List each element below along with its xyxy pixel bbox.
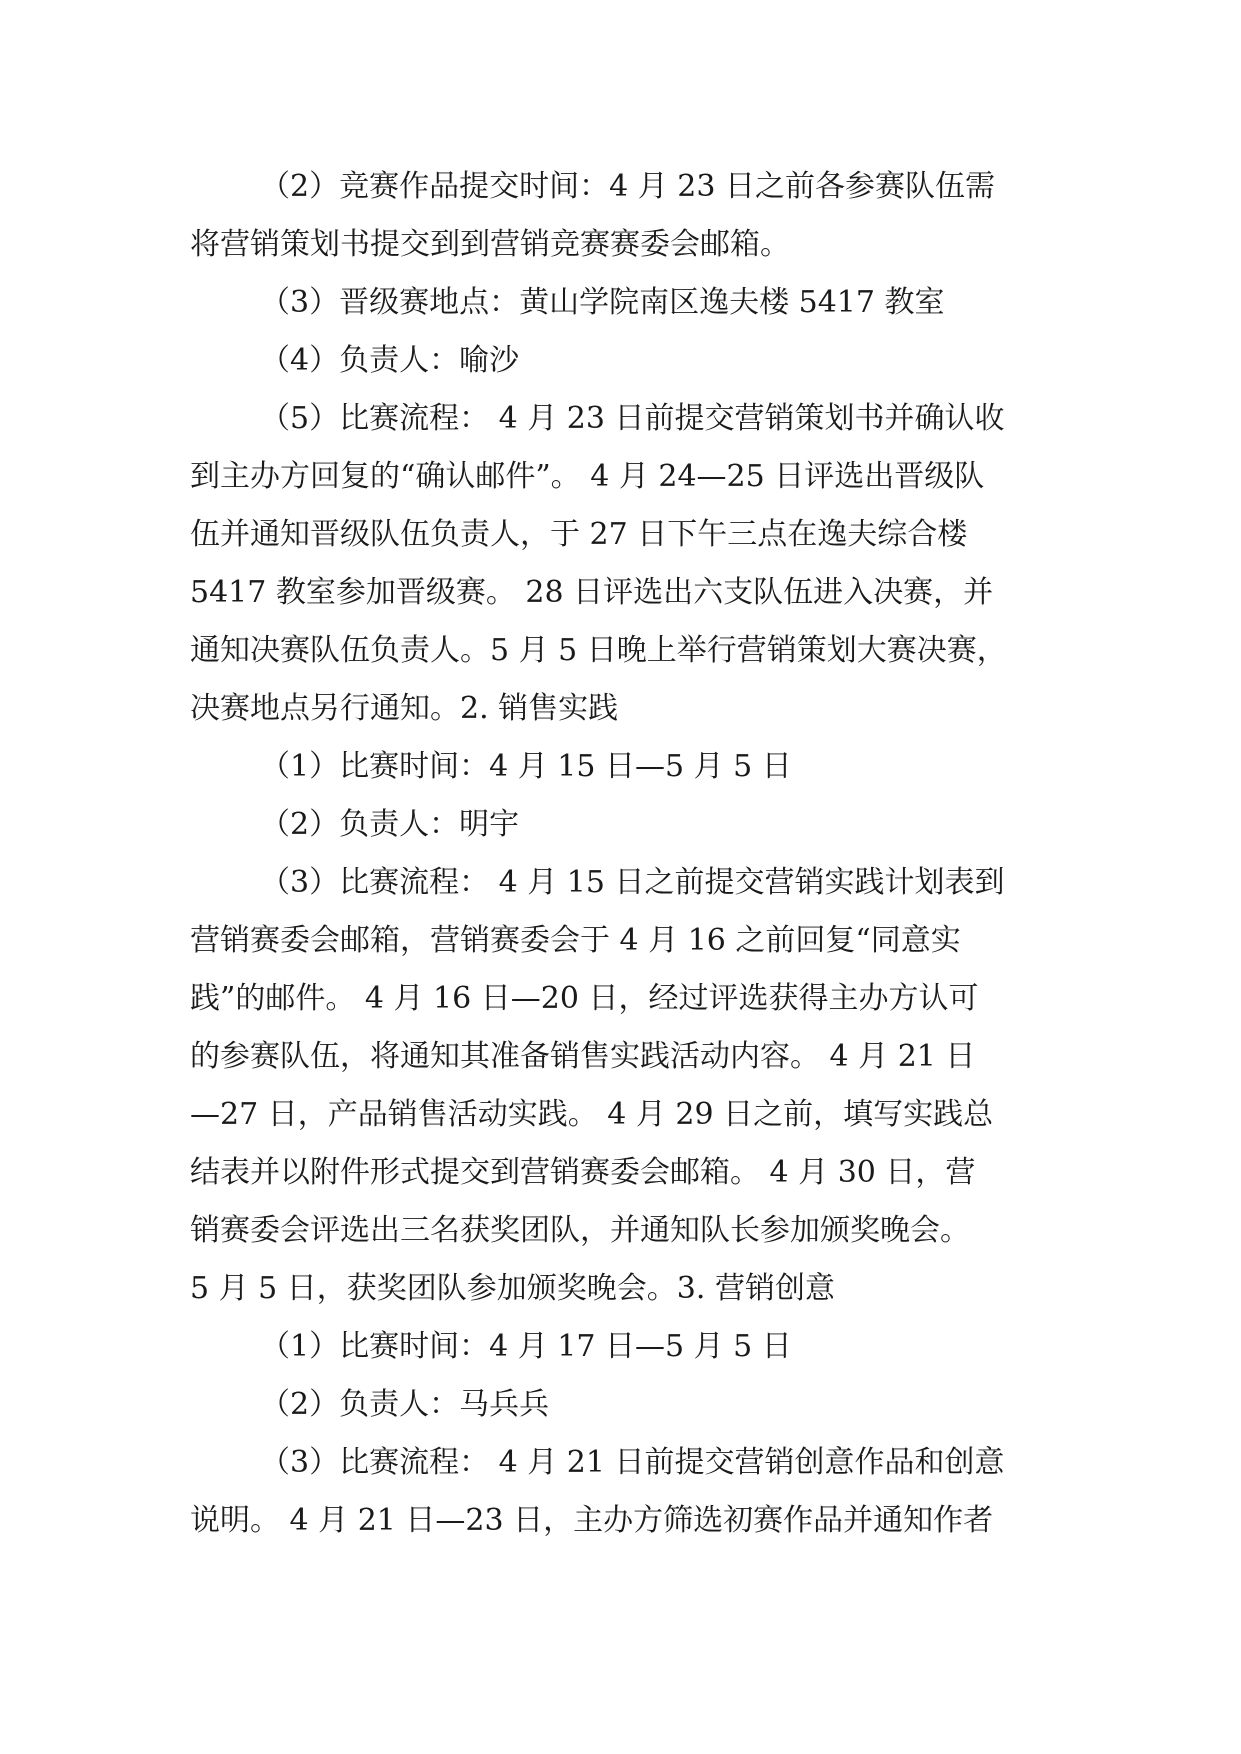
paragraph-person-in-charge-3 xyxy=(190,1376,1050,1434)
text-line: 5 月 5 日，获奖团队参加颁奖晚会。3. 营销创意 xyxy=(190,1271,835,1306)
text-line: 的参赛队伍，将通知其准备销售实践活动内容。 4 月 21 日 xyxy=(190,1039,976,1074)
text-line: —27 日，产品销售活动实践。 4 月 29 日之前，填写实践总 xyxy=(190,1097,994,1132)
paragraph-person-in-charge-2 xyxy=(190,796,1050,854)
text-line: 说明。 4 月 21 日—23 日，主办方筛选初赛作品并通知作者 xyxy=(190,1503,994,1538)
text-line: 通知决赛队伍负责人。5 月 5 日晚上举行营销策划大赛决赛， xyxy=(190,633,1007,668)
text-line: （4）负责人：喻沙 xyxy=(260,343,520,378)
paragraph-competition-process-2 xyxy=(190,854,1050,1318)
text-line: 5417 教室参加晋级赛。 28 日评选出六支队伍进入决赛，并 xyxy=(190,575,994,610)
text-line: （3）晋级赛地点：黄山学院南区逸夫楼 5417 教室 xyxy=(260,285,945,320)
text-line: （2）竞赛作品提交时间：4 月 23 日之前各参赛队伍需 xyxy=(260,169,995,204)
text-line: （5）比赛流程： 4 月 23 日前提交营销策划书并确认收 xyxy=(260,401,1005,436)
document-body xyxy=(190,158,1050,1550)
text-line: （2）负责人：马兵兵 xyxy=(260,1387,550,1422)
text-line: 决赛地点另行通知。2. 销售实践 xyxy=(190,691,619,726)
text-line: （3）比赛流程： 4 月 21 日前提交营销创意作品和创意 xyxy=(260,1445,1005,1480)
text-line: 伍并通知晋级队伍负责人，于 27 日下午三点在逸夫综合楼 xyxy=(190,517,968,552)
paragraph-person-in-charge-1 xyxy=(190,332,1050,390)
text-line: （1）比赛时间：4 月 15 日—5 月 5 日 xyxy=(260,749,792,784)
text-line: 结表并以附件形式提交到营销赛委会邮箱。 4 月 30 日，营 xyxy=(190,1155,976,1190)
text-line: 将营销策划书提交到到营销竞赛赛委会邮箱。 xyxy=(190,227,790,262)
paragraph-creative-time xyxy=(190,1318,1050,1376)
paragraph-promotion-venue xyxy=(190,274,1050,332)
text-line: （1）比赛时间：4 月 17 日—5 月 5 日 xyxy=(260,1329,792,1364)
text-line: （2）负责人：明宇 xyxy=(260,807,520,842)
paragraph-sales-time xyxy=(190,738,1050,796)
text-line: 营销赛委会邮箱，营销赛委会于 4 月 16 之前回复“同意实 xyxy=(190,923,961,958)
text-line: 践”的邮件。 4 月 16 日—20 日，经过评选获得主办方认可 xyxy=(190,981,979,1016)
text-line: （3）比赛流程： 4 月 15 日之前提交营销实践计划表到 xyxy=(260,865,1005,900)
paragraph-competition-process-1 xyxy=(190,390,1050,738)
text-line: 销赛委会评选出三名获奖团队，并通知队长参加颁奖晚会。 xyxy=(190,1213,970,1248)
paragraph-competition-process-3 xyxy=(190,1434,1050,1550)
paragraph-submission-time xyxy=(190,158,1050,274)
text-line: 到主办方回复的“确认邮件”。 4 月 24—25 日评选出晋级队 xyxy=(190,459,985,494)
